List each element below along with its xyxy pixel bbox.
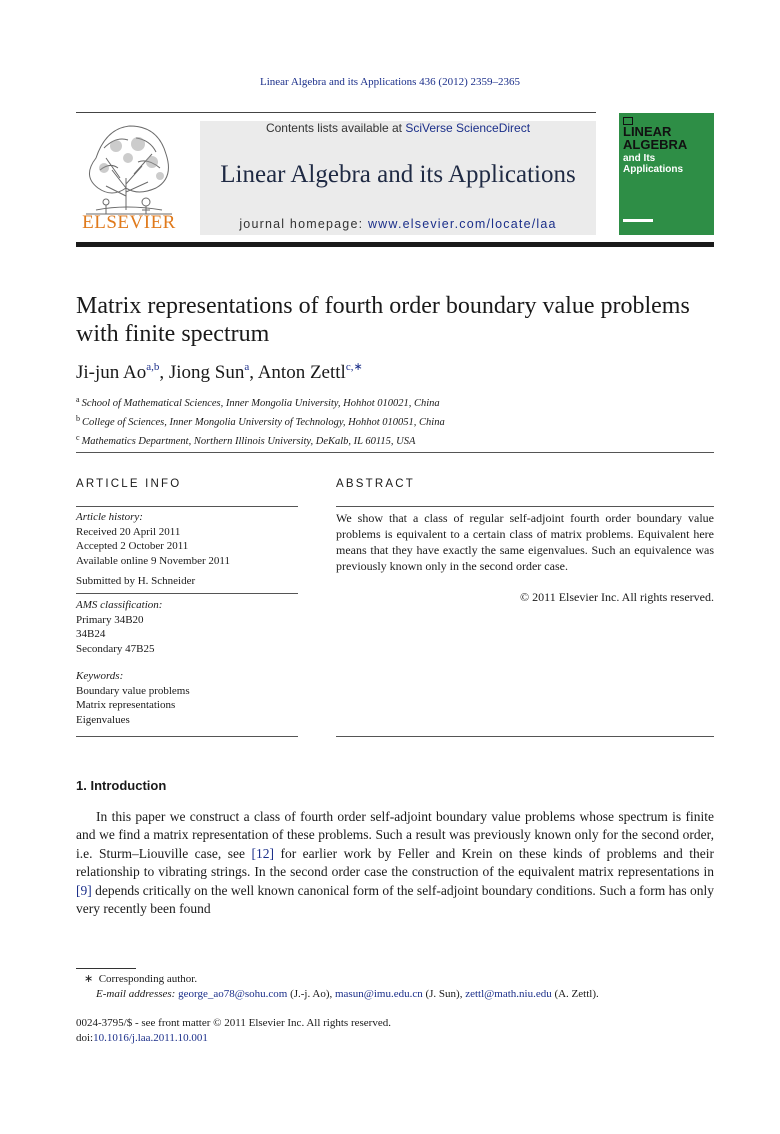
abstract-text: We show that a class of regular self-adjoint fourth order boundary value problems is equivalent to a certain class of matrix problems. Equivalent here means that they have exactly the same eigenvalues. Such an equivalence was previously known only in the second order case. bbox=[336, 511, 714, 573]
affiliations bbox=[76, 392, 445, 449]
affiliation-item bbox=[76, 411, 445, 430]
journal-reference[interactable]: Linear Algebra and its Applications 436 (2012) 2359–2365 bbox=[260, 76, 520, 88]
keywords-label: Keywords: bbox=[76, 670, 124, 682]
email-owner: (A. Zettl). bbox=[551, 988, 599, 1000]
abstract-divider bbox=[336, 506, 714, 507]
ams-classification bbox=[76, 598, 298, 656]
homepage-prefix: journal homepage: bbox=[239, 217, 368, 231]
abstract-heading: ABSTRACT bbox=[336, 478, 415, 490]
cover-title-line4: Applications bbox=[623, 164, 684, 175]
citation-link[interactable]: [12] bbox=[251, 845, 274, 861]
accepted-date: Accepted 2 October 2011 bbox=[76, 540, 189, 552]
author-affil-link[interactable]: a bbox=[244, 361, 250, 373]
header-top-rule bbox=[76, 112, 596, 113]
copyright-line: © 2011 Elsevier Inc. All rights reserved. bbox=[520, 590, 714, 604]
received-date: Received 20 April 2011 bbox=[76, 525, 181, 538]
info-divider bbox=[76, 593, 298, 594]
ams-code: Secondary 47B25 bbox=[76, 642, 155, 655]
cover-stripe bbox=[623, 219, 653, 222]
affiliation-marker: a bbox=[76, 395, 80, 404]
intro-paragraph bbox=[76, 808, 714, 918]
submitted-by: Submitted by H. Schneider bbox=[76, 575, 196, 587]
homepage-link[interactable]: www.elsevier.com/locate/laa bbox=[367, 217, 557, 231]
citation-link[interactable]: [9] bbox=[76, 882, 92, 898]
email-link[interactable]: george_ao78@sohu.com bbox=[178, 988, 288, 1000]
keyword-item: Eigenvalues bbox=[76, 713, 130, 726]
journal-homepage bbox=[200, 217, 596, 231]
email-link[interactable]: zettl@math.niu.edu bbox=[465, 988, 552, 1000]
affiliation-text: Mathematics Department, Northern Illinois University, DeKalb, IL 60115, USA bbox=[81, 436, 416, 447]
intro-text: In this paper we construct a class of fourth order self-adjoint boundary value problems whose spectrum is finite and we find a matrix representation of these problems. Such a result was previously known only for the second order, i.e. Sturm–Liouville case, see bbox=[76, 809, 714, 861]
doi-prefix: doi: bbox=[76, 1032, 94, 1044]
affiliation-text: College of Sciences, Inner Mongolia University of Technology, Hohhot 010051, China bbox=[82, 417, 445, 428]
author-name: Anton Zettl bbox=[257, 362, 346, 383]
cover-title-line3: and Its bbox=[623, 153, 656, 164]
corresponding-note bbox=[84, 972, 724, 987]
issn-line: 0024-3795/$ - see front matter © 2011 Elsevier Inc. All rights reserved. bbox=[76, 1017, 391, 1029]
contents-line bbox=[200, 121, 596, 135]
cover-title-line2: ALGEBRA bbox=[623, 137, 688, 152]
front-matter bbox=[76, 1016, 391, 1046]
author-affil-link[interactable]: c,∗ bbox=[345, 361, 363, 373]
sciencedirect-link[interactable]: SciVerse ScienceDirect bbox=[405, 121, 531, 135]
affiliation-marker: b bbox=[76, 414, 80, 423]
intro-heading: 1. Introduction bbox=[76, 778, 167, 793]
abstract-divider bbox=[336, 736, 714, 737]
ams-code: Primary 34B20 bbox=[76, 613, 144, 626]
email-label: E-mail addresses: bbox=[96, 988, 176, 1000]
email-line bbox=[84, 987, 724, 1002]
email-owner: (J.-j. Ao), bbox=[287, 988, 335, 1000]
article-info-heading: ARTICLE INFO bbox=[76, 478, 182, 490]
article-history bbox=[76, 510, 298, 589]
doi-link[interactable]: 10.1016/j.laa.2011.10.001 bbox=[93, 1032, 208, 1044]
info-divider bbox=[76, 736, 298, 737]
ams-label: AMS classification: bbox=[76, 599, 163, 611]
author-name: Jiong Sun bbox=[168, 362, 245, 383]
affiliation-text: School of Mathematical Sciences, Inner Mongolia University, Hohhot 010021, China bbox=[81, 398, 440, 409]
keywords bbox=[76, 669, 298, 727]
ams-code: 34B24 bbox=[76, 628, 106, 640]
keyword-item: Boundary value problems bbox=[76, 684, 190, 697]
journal-cover bbox=[619, 113, 714, 235]
journal-title: Linear Algebra and its Applications bbox=[220, 161, 576, 188]
header-thick-rule bbox=[76, 242, 714, 247]
contents-prefix: Contents lists available at bbox=[265, 121, 406, 135]
footnote-rule bbox=[76, 968, 136, 969]
footnote bbox=[84, 972, 724, 1002]
journal-header-box bbox=[200, 121, 596, 235]
info-divider bbox=[76, 506, 298, 507]
affiliation-item bbox=[76, 430, 445, 449]
author-list: Ji-jun Ao$^{a,b}$, Jiong Sun$^a$, Anton Zettl$^{c,∗}$ bbox=[76, 361, 363, 383]
email-owner: (J. Sun), bbox=[422, 988, 466, 1000]
history-label: Article history: bbox=[76, 511, 143, 523]
footnote-marker: ∗ bbox=[84, 973, 94, 985]
author-name: Ji-jun Ao bbox=[76, 362, 147, 383]
cover-title-line1: LINEAR bbox=[623, 124, 672, 139]
keyword-item: Matrix representations bbox=[76, 699, 176, 711]
online-date: Available online 9 November 2011 bbox=[76, 554, 230, 567]
affiliation-marker: c bbox=[76, 433, 80, 442]
elsevier-wordmark: ELSEVIER bbox=[82, 212, 176, 233]
section-divider bbox=[76, 452, 714, 453]
author-affil-link[interactable]: a,b bbox=[146, 361, 160, 373]
intro-text: depends critically on the well known canonical form of the self-adjoint boundary conditions. Such a form has only very recently been found bbox=[76, 882, 714, 917]
doi-line bbox=[76, 1031, 391, 1046]
email-link[interactable]: masun@imu.edu.cn bbox=[334, 988, 423, 1000]
article-title: Matrix representations of fourth order boundary value problems with finite spectrum bbox=[76, 293, 690, 347]
corresponding-text: Corresponding author. bbox=[98, 973, 198, 985]
intro-text: for earlier work by Feller and Krein on these kinds of problems and their relationship to vibrating strings. In the second order case the construction of the equivalent matrix representations in bbox=[76, 845, 714, 880]
affiliation-item bbox=[76, 392, 445, 411]
